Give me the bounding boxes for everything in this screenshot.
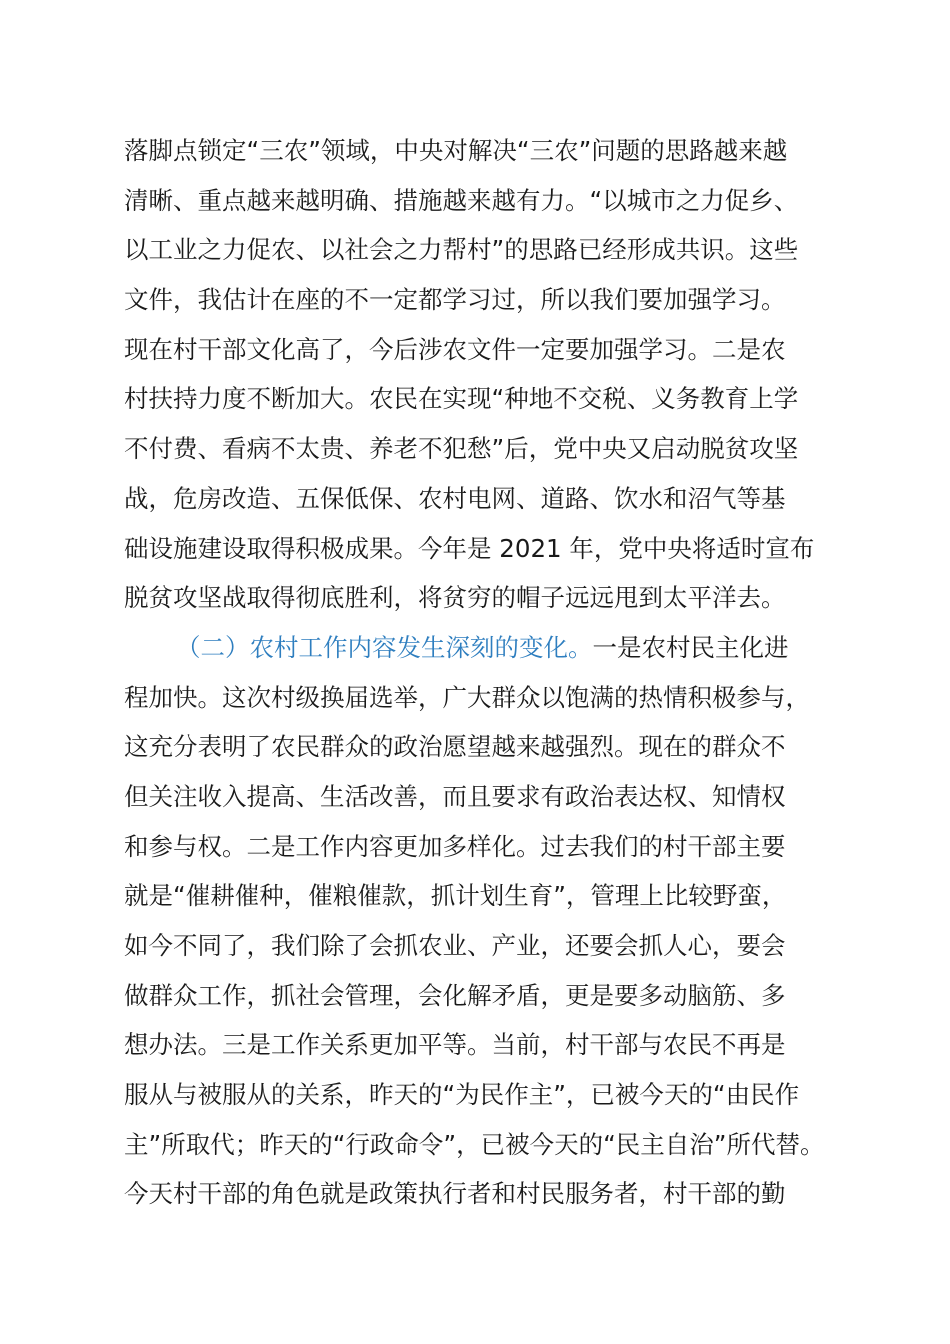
text-line — [124, 474, 854, 524]
text-line-content: 现在村干部文化高了，今后涉农文件一定要加强学习。二是农 — [124, 334, 786, 364]
text-line-content: 不付费、看病不太贵、养老不犯愁”后，党中央又启动脱贫攻坚 — [124, 434, 799, 464]
text-line-content: 战，危房改造、五保低保、农村电网、道路、饮水和沼气等基 — [124, 483, 786, 513]
text-line — [124, 971, 854, 1021]
text-line — [124, 573, 854, 623]
text-line — [124, 1120, 854, 1170]
text-line-content: 落脚点锁定“三农”领域，中央对解决“三农”问题的思路越来越 — [124, 136, 788, 165]
text-line — [124, 126, 854, 176]
section-first-line — [124, 623, 854, 673]
text-line-content: 做群众工作，抓社会管理，会化解矛盾，更是要多动脑筋、多 — [124, 980, 786, 1010]
text-line-content: 服从与被服从的关系，昨天的“为民作主”，已被今天的“由民作 — [124, 1080, 800, 1110]
text-line-content: 就是“催耕催种，催粮催款，抓计划生育”，管理上比较野蛮， — [124, 881, 787, 911]
text-line — [124, 374, 854, 424]
text-line-content: 主”所取代；昨天的“行政命令”，已被今天的“民主自治”所代替。 — [124, 1129, 825, 1159]
text-line — [124, 176, 854, 226]
text-line — [124, 921, 854, 971]
section-first-line-text: 一是农村民主化进 — [592, 632, 789, 662]
text-line — [124, 424, 854, 474]
text-line — [124, 673, 854, 723]
text-line — [124, 524, 854, 574]
text-line — [124, 1169, 854, 1219]
text-line-content: 如今不同了，我们除了会抓农业、产业，还要会抓人心，要会 — [124, 931, 786, 960]
text-line — [124, 325, 854, 375]
text-line — [124, 822, 854, 872]
text-line-content: 但关注收入提高、生活改善，而且要求有政治表达权、知情权 — [124, 781, 786, 811]
text-line-content: 今天村干部的角色就是政策执行者和村民服务者，村干部的勤 — [124, 1179, 786, 1209]
text-line-content: 文件，我估计在座的不一定都学习过，所以我们要加强学习。 — [124, 285, 786, 315]
text-line — [124, 275, 854, 325]
text-line — [124, 871, 854, 921]
text-line-content: 础设施建设取得积极成果。今年是 2021 年，党中央将适时宣布 — [124, 533, 815, 563]
text-line-content: 村扶持力度不断加大。农民在实现“种地不交税、义务教育上学 — [124, 384, 799, 414]
text-line — [124, 1020, 854, 1070]
text-line-content: 以工业之力促农、以社会之力帮村”的思路已经形成共识。这些 — [124, 235, 799, 265]
text-line — [124, 722, 854, 772]
text-line-content: 这充分表明了农民群众的政治愿望越来越强烈。现在的群众不 — [124, 732, 786, 762]
text-line — [124, 772, 854, 822]
text-line-content: 程加快。这次村级换届选举，广大群众以饱满的热情积极参与， — [124, 682, 810, 712]
document-body — [124, 126, 854, 1219]
text-line — [124, 225, 854, 275]
text-line-content: 脱贫攻坚战取得彻底胜利，将贫穷的帽子远远甩到太平洋去。 — [124, 583, 786, 613]
text-line — [124, 1070, 854, 1120]
text-line-content: 想办法。三是工作关系更加平等。当前，村干部与农民不再是 — [124, 1030, 786, 1060]
text-line-content: 和参与权。二是工作内容更加多样化。过去我们的村干部主要 — [124, 831, 786, 861]
section-heading: （二）农村工作内容发生深刻的变化。 — [176, 632, 593, 662]
text-line-content: 清晰、重点越来越明确、措施越来越有力。“以城市之力促乡、 — [124, 185, 799, 215]
